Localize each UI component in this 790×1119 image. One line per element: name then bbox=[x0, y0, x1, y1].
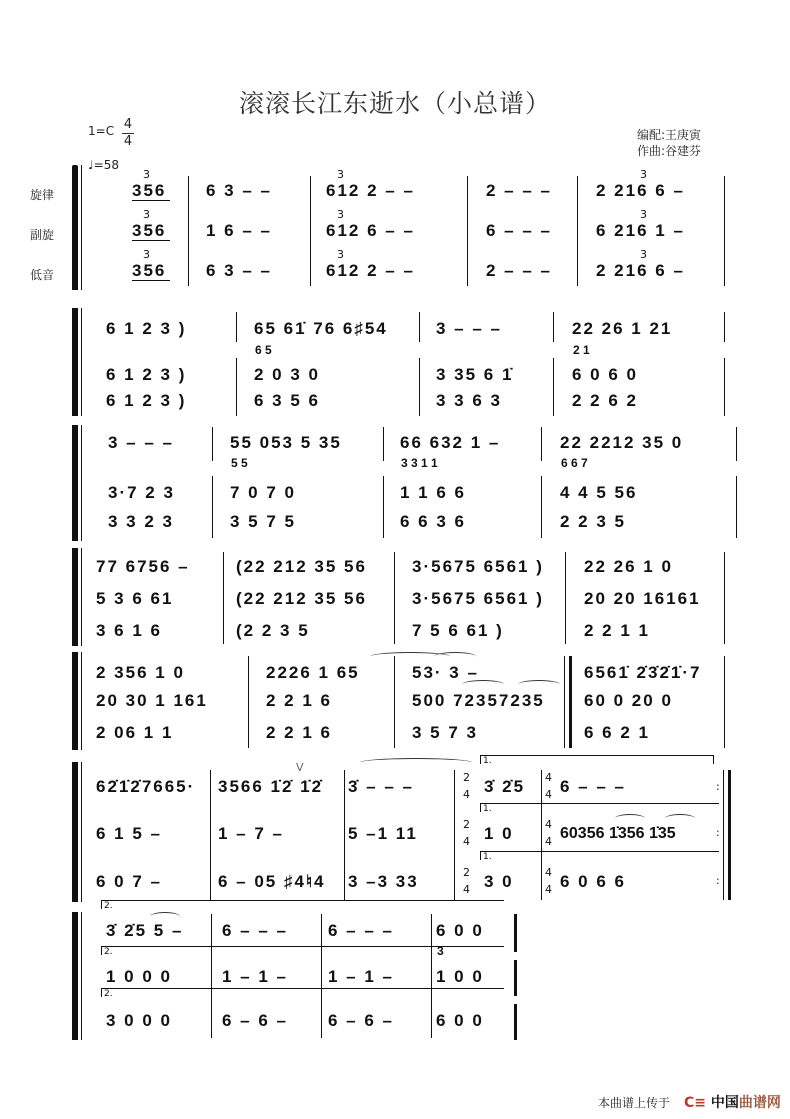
measure: 20 30 1 161 bbox=[96, 691, 208, 710]
key-signature: 1=C bbox=[88, 124, 115, 138]
measure: 2 216 6 – bbox=[596, 261, 685, 280]
barline bbox=[724, 656, 725, 748]
measure: 1 – 1 – bbox=[222, 967, 288, 986]
measure: (22 212 35 56 bbox=[236, 589, 367, 608]
measure: 60356 1̇356 1̇35 bbox=[560, 825, 676, 842]
measure: 6 1 2 3 ) bbox=[106, 365, 187, 384]
measure: 1 0 0 bbox=[436, 967, 484, 986]
measure: 3 0 bbox=[484, 872, 514, 891]
triplet-mark: 3 bbox=[640, 248, 647, 261]
slur bbox=[360, 758, 472, 767]
score-title: 滚滚长江东逝水（小总谱） bbox=[238, 89, 551, 118]
slur bbox=[665, 814, 695, 823]
measure: 3·7 2 3 bbox=[108, 483, 175, 502]
measure: 6 0 0 bbox=[436, 921, 484, 940]
measure: 3 3 6 3 bbox=[436, 391, 502, 410]
barline bbox=[188, 176, 189, 286]
lower-note: 6 5 bbox=[255, 343, 272, 357]
measure: 6 0 6 6 bbox=[560, 872, 626, 891]
measure: 6 0 7 – bbox=[96, 872, 162, 891]
time-bottom: 4 bbox=[123, 134, 133, 149]
time-change-top: 2 bbox=[463, 866, 470, 879]
measure: 22 26 1 0 bbox=[584, 557, 673, 576]
system-bracket-line bbox=[81, 652, 82, 750]
volta-2: 2. bbox=[101, 988, 504, 997]
volta-1: 1. bbox=[480, 851, 719, 860]
measure: 3 0 0 0 bbox=[106, 1011, 172, 1030]
repeat-dots: : bbox=[716, 780, 720, 793]
measure: 3 – – – bbox=[436, 319, 502, 338]
barline bbox=[394, 656, 395, 748]
measure: 2 2 1 6 bbox=[266, 723, 332, 742]
measure: 3̇ – – – bbox=[348, 777, 414, 796]
arranger-credit: 编配:王庚寅 bbox=[637, 128, 702, 142]
measure: 3 –3 33 bbox=[348, 872, 419, 891]
barline bbox=[454, 770, 455, 900]
triplet-mark: 3 bbox=[337, 208, 344, 221]
measure: 5 –1 11 bbox=[348, 824, 418, 843]
breath-mark: V bbox=[296, 761, 304, 774]
measure: 6 1 2 3 ) bbox=[106, 319, 187, 338]
volta-2: 2. bbox=[101, 900, 504, 909]
measure: 6 0 6 0 bbox=[572, 365, 638, 384]
measure: 3̇ 2̇5 bbox=[484, 777, 526, 796]
final-barline bbox=[514, 914, 517, 952]
barline bbox=[248, 656, 249, 748]
site-logo[interactable] bbox=[684, 1092, 781, 1112]
barline bbox=[736, 476, 737, 538]
repeat-end-barline bbox=[723, 770, 731, 900]
lower-note: 5 5 bbox=[231, 456, 248, 470]
barline bbox=[223, 552, 224, 644]
measure: 3 5 7 5 bbox=[230, 512, 296, 531]
measure: 6 3 5 6 bbox=[254, 391, 320, 410]
barline bbox=[577, 176, 578, 286]
time-change-top: 2 bbox=[463, 771, 470, 784]
measure: 1 – 7 – bbox=[218, 824, 284, 843]
system-bracket bbox=[72, 170, 78, 290]
triplet-mark: 3 bbox=[143, 208, 150, 221]
measure: 2226 1 65 bbox=[266, 663, 360, 682]
measure: 356 bbox=[132, 261, 167, 280]
measure: 7 0 7 0 bbox=[230, 483, 296, 502]
volta-1: 1. bbox=[480, 803, 719, 812]
measure: (2 2 3 5 bbox=[236, 621, 310, 640]
system-bracket-line bbox=[81, 308, 82, 416]
above-note: 3 bbox=[437, 944, 444, 958]
triplet-mark: 3 bbox=[143, 248, 150, 261]
lower-note: 3 3 1 1 bbox=[401, 456, 438, 470]
system-bracket bbox=[72, 548, 78, 646]
measure: 1 1 6 6 bbox=[400, 483, 466, 502]
measure: 6 – – – bbox=[486, 221, 552, 240]
measure: 356 bbox=[132, 181, 167, 200]
measure: 6 – 6 – bbox=[222, 1011, 288, 1030]
measure: 62̇1̇2̇7665· bbox=[96, 777, 196, 796]
time-change-bottom: 4 bbox=[463, 883, 470, 896]
measure: 2 – – – bbox=[486, 261, 552, 280]
time-signature bbox=[122, 118, 134, 149]
triplet-mark: 3 bbox=[640, 208, 647, 221]
measure: 2 – – – bbox=[486, 181, 552, 200]
barline bbox=[553, 312, 554, 342]
measure: 3 5 7 3 bbox=[412, 723, 478, 742]
measure: 65 61̇ 76 6♯54 bbox=[254, 319, 388, 338]
lower-note: 6 6 7 bbox=[561, 456, 588, 470]
time-change-bottom: 4 bbox=[545, 788, 552, 801]
logo-text-b: 曲谱网 bbox=[738, 1095, 781, 1111]
barline bbox=[419, 312, 420, 342]
measure: 7 5 6 61 ) bbox=[412, 621, 504, 640]
slur bbox=[462, 680, 504, 689]
system-bracket-line bbox=[81, 762, 82, 902]
barline bbox=[344, 770, 345, 900]
measure: 22 2212 35 0 bbox=[560, 433, 684, 452]
measure: 612 6 – – bbox=[326, 221, 415, 240]
slur bbox=[615, 814, 645, 823]
measure: 22 26 1 21 bbox=[572, 319, 673, 338]
measure: 2 2 6 2 bbox=[572, 391, 638, 410]
barline bbox=[565, 552, 566, 644]
part-label-counter: 副旋 bbox=[30, 228, 55, 242]
barline bbox=[541, 476, 542, 538]
measure: 6 6 3 6 bbox=[400, 512, 466, 531]
measure: 1 0 0 0 bbox=[106, 967, 172, 986]
time-change-top: 4 bbox=[545, 771, 552, 784]
time-change-bottom: 4 bbox=[545, 883, 552, 896]
slur bbox=[434, 652, 476, 661]
measure: 4 4 5 56 bbox=[560, 483, 638, 502]
barline bbox=[419, 358, 420, 416]
measure: 20 20 16161 bbox=[584, 589, 701, 608]
measure: 2 2 1 1 bbox=[584, 621, 650, 640]
system-bracket-line bbox=[81, 912, 82, 1040]
barline bbox=[431, 914, 432, 1038]
measure: 6 3 – – bbox=[206, 261, 272, 280]
barline bbox=[541, 427, 542, 461]
system-bracket bbox=[72, 912, 78, 1040]
barline bbox=[321, 914, 322, 1038]
barline bbox=[211, 914, 212, 1038]
measure: 500 72357235 bbox=[412, 691, 545, 710]
repeat-dots: : bbox=[716, 826, 720, 839]
measure: 6 – – – bbox=[560, 777, 626, 796]
measure: 3·5675 6561 ) bbox=[412, 589, 544, 608]
barline bbox=[383, 476, 384, 538]
measure: 3 3 2 3 bbox=[108, 512, 174, 531]
underline bbox=[132, 280, 170, 281]
time-change-top: 2 bbox=[463, 818, 470, 831]
system-bracket bbox=[72, 652, 78, 750]
measure: 6561̇ 2̇3̇2̇1̇·7 bbox=[584, 663, 702, 682]
measure: 55 053 5 35 bbox=[230, 433, 342, 452]
measure: 2 356 1 0 bbox=[96, 663, 185, 682]
time-change-bottom: 4 bbox=[463, 788, 470, 801]
underline bbox=[132, 200, 170, 201]
repeat-dots: : bbox=[716, 874, 720, 887]
barline bbox=[541, 770, 542, 900]
measure: 3 – – – bbox=[108, 433, 174, 452]
triplet-mark: 3 bbox=[337, 248, 344, 261]
system-bracket-line bbox=[81, 425, 82, 541]
measure: 6 0 0 bbox=[436, 1011, 484, 1030]
triplet-mark: 3 bbox=[337, 168, 344, 181]
measure: 2 06 1 1 bbox=[96, 723, 174, 742]
time-change-top: 4 bbox=[545, 818, 552, 831]
barline bbox=[724, 312, 725, 342]
measure: 612 2 – – bbox=[326, 181, 415, 200]
part-label-bass: 低音 bbox=[30, 268, 55, 282]
final-barline bbox=[514, 1004, 517, 1040]
measure: 6 – – – bbox=[328, 921, 394, 940]
barline bbox=[553, 358, 554, 416]
measure: 1 6 – – bbox=[206, 221, 272, 240]
time-change-top: 4 bbox=[545, 866, 552, 879]
measure: 2 2 3 5 bbox=[560, 512, 626, 531]
barline bbox=[236, 358, 237, 416]
measure: 1 0 bbox=[484, 824, 514, 843]
measure: 6 1 5 – bbox=[96, 824, 162, 843]
barline bbox=[236, 312, 237, 342]
system-bracket bbox=[72, 425, 78, 541]
measure: 612 2 – – bbox=[326, 261, 415, 280]
volta-1: 1. bbox=[480, 755, 714, 764]
measure: 53· 3 – bbox=[412, 663, 479, 682]
time-change-bottom: 4 bbox=[463, 835, 470, 848]
lower-note: 2 1 bbox=[573, 343, 590, 357]
upload-note: 本曲谱上传于 bbox=[598, 1096, 671, 1110]
measure: 2 216 6 – bbox=[596, 181, 685, 200]
measure: 3566 1̇2̇ 1̇2̇ bbox=[218, 777, 324, 796]
measure: 3 6 1 6 bbox=[96, 621, 162, 640]
barline bbox=[724, 176, 725, 286]
triplet-mark: 3 bbox=[143, 168, 150, 181]
measure: 77 6756 – bbox=[96, 557, 190, 576]
measure: 66 632 1 – bbox=[400, 433, 501, 452]
triplet-mark: 3 bbox=[640, 168, 647, 181]
tempo-marking: ♩=58 bbox=[88, 158, 119, 172]
barline bbox=[736, 427, 737, 461]
measure: (22 212 35 56 bbox=[236, 557, 367, 576]
barline bbox=[212, 476, 213, 538]
measure: 3·5675 6561 ) bbox=[412, 557, 544, 576]
measure: 5 3 6 61 bbox=[96, 589, 174, 608]
system-bracket bbox=[72, 762, 78, 902]
slur bbox=[150, 912, 180, 921]
barline bbox=[724, 552, 725, 644]
system-bracket-line bbox=[81, 170, 82, 290]
barline bbox=[212, 427, 213, 461]
measure: 3 35 6 1̇ bbox=[436, 365, 514, 384]
measure: 2 2 1 6 bbox=[266, 691, 332, 710]
repeat-start-barline bbox=[564, 656, 572, 748]
measure: 6 216 1 – bbox=[596, 221, 685, 240]
time-change-bottom: 4 bbox=[545, 835, 552, 848]
measure: 356 bbox=[132, 221, 167, 240]
composer-credit: 作曲:谷建芬 bbox=[637, 144, 702, 158]
system-bracket bbox=[72, 308, 78, 416]
measure: 6 1 2 3 ) bbox=[106, 391, 187, 410]
part-label-melody: 旋律 bbox=[30, 188, 55, 202]
measure: 6 – 05 ♯4♮4 bbox=[218, 872, 326, 891]
barline bbox=[310, 176, 311, 286]
underline bbox=[132, 240, 170, 241]
time-top: 4 bbox=[123, 117, 133, 132]
barline bbox=[210, 770, 211, 900]
measure: 6 – 6 – bbox=[328, 1011, 394, 1030]
barline bbox=[467, 176, 468, 286]
barline bbox=[724, 358, 725, 416]
final-barline bbox=[514, 960, 517, 996]
volta-2: 2. bbox=[101, 946, 504, 955]
system-bracket-line bbox=[81, 548, 82, 646]
measure: 1 – 1 – bbox=[328, 967, 394, 986]
slur bbox=[518, 680, 560, 689]
measure: 60 0 20 0 bbox=[584, 691, 673, 710]
measure: 2 0 3 0 bbox=[254, 365, 320, 384]
barline bbox=[383, 427, 384, 461]
measure: 6 – – – bbox=[222, 921, 288, 940]
logo-mark-icon: C≡ bbox=[684, 1095, 707, 1111]
barline bbox=[394, 552, 395, 644]
measure: 6 3 – – bbox=[206, 181, 272, 200]
logo-text-a: 中国 bbox=[710, 1095, 739, 1111]
measure: 3̇ 2̇5 5 – bbox=[106, 921, 184, 940]
measure: 6 6 2 1 bbox=[584, 723, 650, 742]
